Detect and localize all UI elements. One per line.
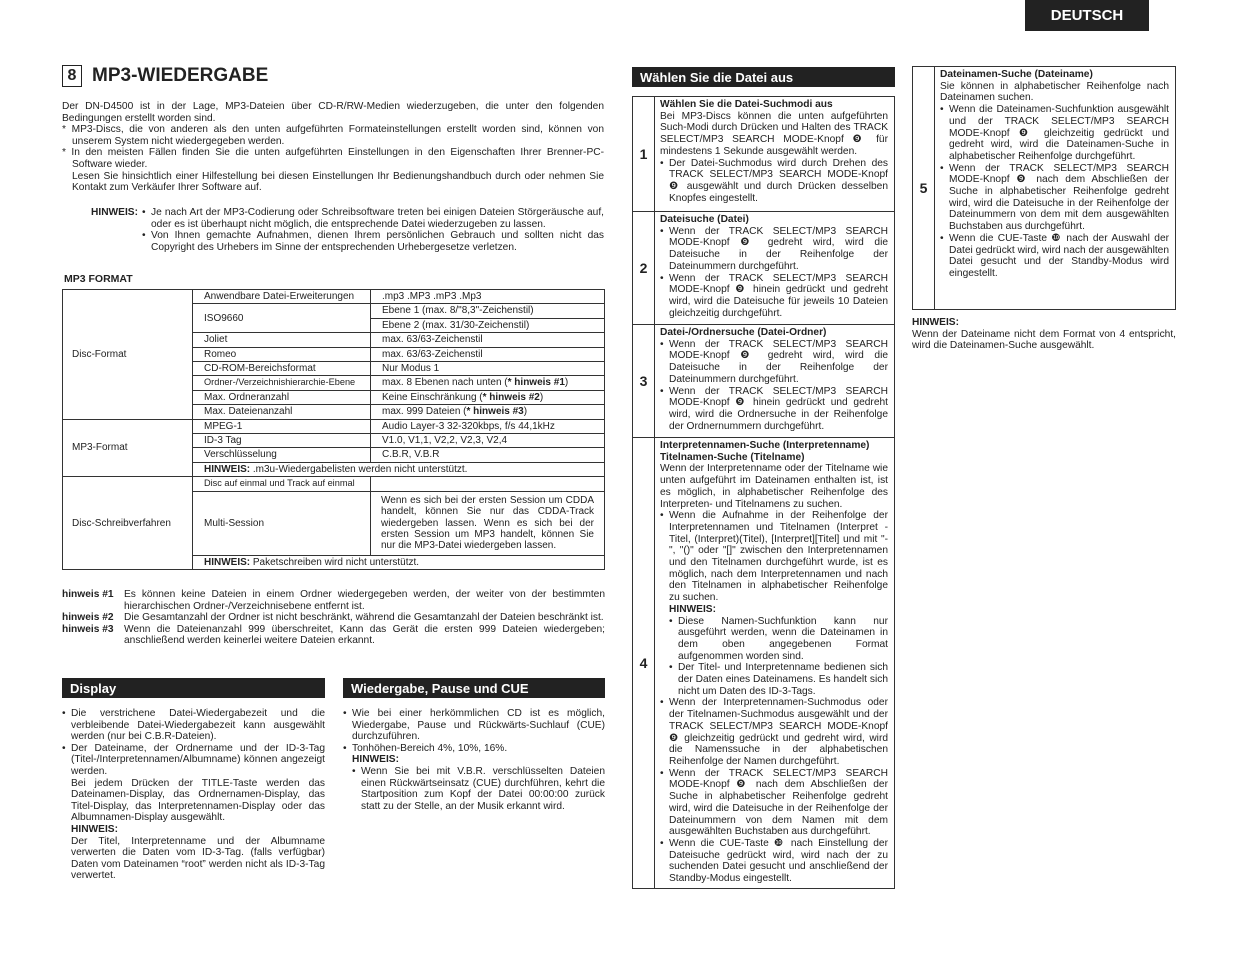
step-heading: Dateisuche (Datei) xyxy=(660,214,749,225)
group-disc-write: Disc-Schreibverfahren xyxy=(63,477,193,570)
step-5-box xyxy=(912,66,1176,310)
table-cell: MPEG-1 xyxy=(193,419,371,433)
table-cell: Anwendbare Datei-Erweiterungen xyxy=(193,290,371,304)
mp3-format-table xyxy=(62,289,605,570)
list-item: • Wenn die CUE-Taste ❿ nach Einstellung der Dateisuche gedrückt wird, wird nach der zu suchenden Datei gesucht und anschließend der Standby-Modus eingestellt. xyxy=(660,837,888,885)
list-item: • Wenn der TRACK SELECT/MP3 SEARCH MODE-Knopf ❾ gedreht wird, wird die Dateisuche in der Reihenfolge der Dateinummern durchgeführt. xyxy=(660,338,888,385)
table-cell: ID-3 Tag xyxy=(193,434,371,448)
display-hinweis-label: HINWEIS: xyxy=(71,823,118,835)
right-hinweis-text: Wenn der Dateiname nicht dem Format von 4 entspricht, wird die Dateinamen-Suche ausgewählt. xyxy=(912,328,1176,352)
select-file-header: Wählen Sie die Datei aus xyxy=(632,67,895,87)
table-cell: Romeo xyxy=(193,347,371,361)
footnote: hinweis #3 Wenn die Dateienanzahl 999 überschreitet, Kann das Gerät die ersten 999 Dateien wiedergeben; anschließend werden keinerlei weitere Dateien erkannt. xyxy=(62,623,605,647)
step-number: 3 xyxy=(633,325,655,437)
hinweis-block xyxy=(62,207,604,253)
step-heading: Dateinamen-Suche (Dateiname) xyxy=(940,69,1093,80)
step-number: 4 xyxy=(633,438,655,888)
list-item: • Wenn Sie bei mit V.B.R. verschlüsselten Dateien einen Rückwärtseinsatz (CUE) durchführen, kehrt die Startposition zum Kopf der Datei 00:00:00 zurück statt zu der Stelle, an der Musik erkannt wird. xyxy=(352,765,605,812)
group-disc-format: Disc-Format xyxy=(63,290,193,420)
display-header: Display xyxy=(62,678,325,698)
step-row xyxy=(633,324,894,437)
playback-header: Wiedergabe, Pause und CUE xyxy=(343,678,605,698)
table-cell: Max. Dateienanzahl xyxy=(193,405,371,419)
footnote: hinweis #1 Es können keine Dateien in einem Ordner wiedergegeben werden, der weiter von der bestimmten hierarchischen Ordner-/Verzeichnisebene entfernt ist. xyxy=(62,589,605,612)
table-cell: Nur Modus 1 xyxy=(371,362,605,376)
footnote: hinweis #2 Die Gesamtanzahl der Ordner ist nicht beschränkt, während die Gesamtanzahl der Dateien beschränkt ist. xyxy=(62,612,604,624)
list-item: • Die verstrichene Datei-Wiedergabezeit und die verbleibende Datei-Wiedergabezeit kann ausgewählt werden (nur bei C.B.R-Dateien). xyxy=(62,708,325,743)
step-number: 2 xyxy=(633,212,655,324)
section-header xyxy=(62,65,268,87)
mp3-format-heading: MP3 FORMAT xyxy=(64,273,133,285)
step-hinweis-label: HINWEIS: xyxy=(669,603,716,615)
table-cell: max. 63/63-Zeichenstil xyxy=(371,333,605,347)
step-row xyxy=(633,97,894,211)
table-cell: Ordner-/Verzeichnishierarchie-Ebene xyxy=(193,376,371,390)
section-number: 8 xyxy=(62,65,82,87)
table-cell: max. 8 Ebenen nach unten (* hinweis #1) xyxy=(371,376,605,390)
step-row xyxy=(633,211,894,324)
step-heading: Interpretennamen-Suche (Interpretenname) xyxy=(660,440,870,451)
step-row xyxy=(633,437,894,888)
table-cell: Joliet xyxy=(193,333,371,347)
table-cell: max. 999 Dateien (* hinweis #3) xyxy=(371,405,605,419)
display-section xyxy=(62,708,325,882)
right-hinweis-label: HINWEIS: xyxy=(912,317,959,328)
list-item: • Wenn die Aufnahme in der Reihenfolge der Interpretennamen und Titelnamen (Interpret - Titel, (Interpret)(Titel), [Interpret][Titel] und mit "-", "()" oder "[]" zwischen den Interpretennamen und den Titelnamen durchgeführt wurde, ist es möglich, nach dem Interpretennamen und nach den Titelnamen in alphabetischer Reihenfolge zu suchen. xyxy=(660,510,888,604)
footnotes xyxy=(62,589,605,647)
page-title: MP3-WIEDERGABE xyxy=(92,65,269,86)
step-number: 1 xyxy=(633,97,655,211)
step-heading: Datei-/Ordnersuche (Datei-Ordner) xyxy=(660,327,827,338)
intro xyxy=(62,101,604,194)
step-number: 5 xyxy=(913,67,935,309)
step-text: Wenn der Interpretenname oder der Titelname wie unten aufgeführt im Dateinamen enthalten ist, ist es möglich, in alphabetischer Reihenfolge des Interpreten- und Titelnamens zu suchen. xyxy=(660,463,888,510)
table-cell: Disc auf einmal und Track auf einmal xyxy=(193,477,371,491)
list-item: • Der Dateiname, der Ordnername und der ID-3-Tag (Titel-/Interpretennamen/Albumname) können angezeigt werden. xyxy=(62,742,325,777)
intro-note-2: * In den meisten Fällen finden Sie die unten aufgeführten Einstellungen in den Eigenschaften Ihrer Brenner-PC-Software wieder. xyxy=(62,147,604,170)
list-item: • Wenn die Dateinamen-Suchfunktion ausgewählt und der TRACK SELECT/MP3 SEARCH MODE-Knopf ❾ gleichzeitig gedrückt und gedreht wird, wird die Dateinamen-Suche in alphabetischer Reihenfolge durchgeführt. xyxy=(940,104,1169,162)
table-cell: ISO9660 xyxy=(193,304,371,333)
table-cell: Ebene 1 (max. 8/"8,3"-Zeichenstil) xyxy=(371,304,605,318)
table-cell: V1.0, V1,1, V2,2, V2,3, V2,4 xyxy=(371,434,605,448)
table-cell: Max. Ordneranzahl xyxy=(193,390,371,404)
table-note: HINWEIS: Paketschreiben wird nicht unterstützt. xyxy=(193,555,605,569)
list-item: • Der Titel- und Interpretenname bedienen sich der Daten eines Dateinamens. Es handelt sich nicht um Daten des ID-3-Tags. xyxy=(669,662,888,697)
select-file-steps xyxy=(632,96,895,889)
display-hinweis-text: Der Titel, Interpretenname und der Albumname verwerten die Daten vom ID-3-Tag. (falls verfügbar) Daten vom Dateinamen “root” werden nicht als ID-3-Tag verwertet. xyxy=(71,835,325,882)
hinweis-label: HINWEIS: xyxy=(91,207,138,218)
table-note: HINWEIS: .m3u-Wiedergabelisten werden nicht unterstützt. xyxy=(193,462,605,476)
list-item: • Wenn der TRACK SELECT/MP3 SEARCH MODE-Knopf ❾ hinein gedrückt und gedreht wird, wird die Dateisuche für jeweils 10 Dateien gleichzeitig durchgeführt. xyxy=(660,272,888,319)
intro-paragraph: Der DN-D4500 ist in der Lage, MP3-Dateien über CD-R/RW-Medien wiederzugeben, die unter den folgenden Bedingungen erstellt worden sind. xyxy=(62,101,604,124)
step-heading: Wählen Sie die Datei-Suchmodi aus xyxy=(660,99,833,110)
step-row xyxy=(913,67,1175,309)
list-item: • Wenn die CUE-Taste ❿ nach der Auswahl der Datei gedrückt wird, wird nach der ausgewählten Datei gesucht und der Standby-Modus wird eingestellt. xyxy=(940,232,1169,279)
table-cell: Audio Layer-3 32-320kbps, f/s 44,1kHz xyxy=(371,419,605,433)
list-item: • Wenn der Interpretennamen-Suchmodus oder der Titelnamen-Suchmodus ausgewählt und der TRACK SELECT/MP3 SEARCH MODE-Knopf ❾ gleichzeitig gedrückt und gedreht wird, wird die Namenssuche in der alphabetischen Reihenfolge der Namen durchgeführt. xyxy=(660,697,888,767)
step-text: Sie können in alphabetischer Reihenfolge nach Dateinamen suchen. xyxy=(940,80,1169,104)
list-item-continued: Bei jedem Drücken der TITLE-Taste werden das Dateinamen-Display, das Ordnernamen-Display, das Titel-Display, das Interpretennamen-Display oder das Albumnamen-Display ausgewählt. xyxy=(71,777,325,824)
intro-note-1: * MP3-Discs, die von anderen als den unten aufgeführten Formateinstellungen erstellt worden sind, können von unserem System nicht wiedergegeben werden. xyxy=(62,124,604,147)
step-text: Bei MP3-Discs können die unten aufgeführten Such-Modi durch Drücken und Halten des TRACK SELECT/MP3 SEARCH MODE-Knopf ❾ für mindestens 1 Sekunde ausgewählt werden. xyxy=(660,110,888,157)
list-item: • Wenn der TRACK SELECT/MP3 SEARCH MODE-Knopf ❾ hinein gedrückt und gedreht wird, wird die Ordnersuche in der Reihenfolge der Ordnernummern durchgeführt. xyxy=(660,385,888,432)
group-mp3-format: MP3-Format xyxy=(63,419,193,477)
list-item: • Wenn der TRACK SELECT/MP3 SEARCH MODE-Knopf ❾ gedreht wird, wird die Dateisuche in der Reihenfolge der Dateinummern durchgeführt. xyxy=(660,225,888,272)
list-item: • Wenn der TRACK SELECT/MP3 SEARCH MODE-Knopf ❾ nach dem Abschließen der Suche in alphabetischer Reihenfolge gedreht wird, wird die Dateisuche in der Reihenfolge der Dateinummern von dem mit dem ausgewählten Buchstaben aus durchgeführt. xyxy=(940,162,1169,233)
table-cell: .mp3 .MP3 .mP3 .Mp3 xyxy=(371,290,605,304)
list-item: • Der Datei-Suchmodus wird durch Drehen des TRACK SELECT/MP3 SEARCH MODE-Knopf ❾ ausgewählt und durch Drücken desselben Knopfes eingestellt. xyxy=(660,157,888,204)
list-item: • Tonhöhen-Bereich 4%, 10%, 16%. xyxy=(343,742,508,754)
list-item: • Wenn der TRACK SELECT/MP3 SEARCH MODE-Knopf ❾ nach dem Abschließen der Suche in alphabetischer Reihenfolge gedreht wird, wird die Dateisuche in der Reihenfolge der Dateinummern von dem Namen mit dem ausgewählten Buchstaben aus durchgeführt. xyxy=(660,767,888,838)
step-heading: Titelnamen-Suche (Titelname) xyxy=(660,451,805,463)
table-cell: Keine Einschränkung (* hinweis #2) xyxy=(371,390,605,404)
table-cell: Ebene 2 (max. 31/30-Zeichenstil) xyxy=(371,318,605,332)
table-cell: C.B.R, V.B.R xyxy=(371,448,605,462)
table-cell: max. 63/63-Zeichenstil xyxy=(371,347,605,361)
list-item: • Diese Namen-Suchfunktion kann nur ausgeführt werden, wenn die Dateinamen in dem oben angegebenen Format aufgenommen worden sind. xyxy=(669,615,888,662)
intro-note-3: Lesen Sie hinsichtlich einer Hilfestellung bei diesen Einstellungen Ihr Bedienungshandbuch durch oder nehmen Sie Kontakt zum Verkäufer Ihrer Software auf. xyxy=(72,170,604,194)
hinweis-bullet-1: • Je nach Art der MP3-Codierung oder Schreibsoftware treten bei einigen Dateien Störgeräusche auf, oder es ist überhaupt nicht möglich, die entsprechende Datei wiederzugeben zu lassen. xyxy=(142,207,604,230)
table-cell: Wenn es sich bei der ersten Session um CDDA handelt, können Sie nur das CDDA-Track wiedergeben lassen. Wenn es sich bei der ersten Session um MP3 handelt, können Sie nur die MP3-Datei wiedergeben lassen. xyxy=(371,491,605,555)
playback-section xyxy=(343,708,605,812)
table-cell: CD-ROM-Bereichsformat xyxy=(193,362,371,376)
list-item: • Wie bei einer herkömmlichen CD ist es möglich, Wiedergabe, Pause und Rückwärts-Suchlauf (CUE) durchzuführen. xyxy=(343,708,605,743)
hinweis-bullet-2: • Von Ihnen gemachte Aufnahmen, dienen Ihrem persönlichen Gebrauch und sollten nicht das Copyright des Urhebers im Sinne der entsprechenden Urhebergesetze verletzen. xyxy=(142,230,604,253)
table-cell: Verschlüsselung xyxy=(193,448,371,462)
language-tab: DEUTSCH xyxy=(1025,0,1149,31)
table-cell: Multi-Session xyxy=(193,491,371,555)
playback-hinweis-label: HINWEIS: xyxy=(352,754,399,766)
table-cell xyxy=(371,477,605,491)
right-hinweis xyxy=(912,317,1176,352)
